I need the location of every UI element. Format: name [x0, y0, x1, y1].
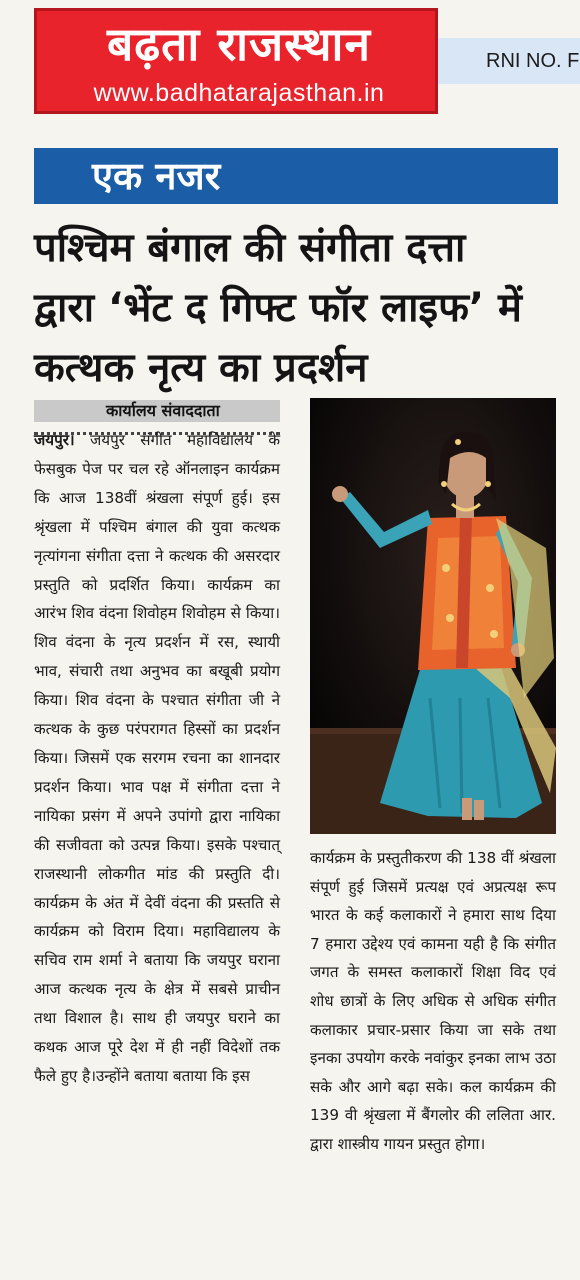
kathak-dancer-illustration	[310, 398, 556, 834]
byline-band	[34, 400, 280, 422]
article-dateline: जयपुर।	[34, 431, 75, 449]
masthead-url: www.badhatarajasthan.in	[93, 79, 385, 107]
section-label: एक नजर	[92, 154, 221, 198]
registration-number: RNI NO. F	[486, 50, 580, 72]
article-body-column-2: कार्यक्रम के प्रस्तुतीकरण की 138 वीं श्रंखला संपूर्ण हुई जिसमें प्रत्यक्ष एवं अप्रत्यक्ष रूप भारत के कई कलाकारों ने हमारा साथ दिया 7 हमारा उद्देश्य एवं कामना यही है कि संगीत जगत के समस्त कलाकारों शिक्षा विद एवं शोध छात्रों के लिए अधिक से अधिक संगीत कलाकार प्रचार-प्रसार किया जा सके तथा इनका उपयोग करके नवांकुर इनका लाभ उठा सके और आगे बढ़ा सके। कल कार्यक्रम की 139 वी श्रृंखला में बैंगलोर की ललिता आर. द्वारा शास्त्रीय गायन प्रस्तुत होगा।	[310, 849, 556, 1153]
dancer-photo	[310, 398, 556, 834]
article-column-right	[310, 844, 556, 1159]
headline-line-1: पश्चिम बंगाल की संगीता दत्ता	[34, 225, 466, 271]
headline-line-2: द्वारा ‘भेंट द गिफ्ट फॉर लाइफ’ में	[34, 285, 522, 331]
headline-line-3: कत्थक नृत्य का प्रदर्शन	[34, 345, 368, 391]
article-body-column-1: जयपुर संगीत महाविद्यालय के फेसबुक पेज पर चल रहे ऑनलाइन कार्यक्रम कि आज 138वीं श्रंखला संपूर्ण हुई। इस श्रृंखला में पश्चिम बंगाल की युवा कत्थक नृत्यांगना संगीता दत्ता ने कत्थक की असरदार प्रस्तुति को प्रदर्शित किया। कार्यक्रम का आरंभ शिव वंदना शिवोहम शिवोहम से किया। शिव वंदना के नृत्य प्रदर्शन में रस, स्थायी भाव, संचारी तथा अनुभव का बखूबी प्रयोग किया। शिव वंदना के पश्चात संगीता जी ने कत्थक के कुछ परंपरागत हिस्सों का प्रदर्शन किया। जिसमें एक सरगम रचना का शानदार प्रदर्शन किया। भाव पक्ष में संगीता दत्ता ने नायिका प्रसंग में अपने उपांगो द्वारा नायिका की सजीवता को उत्पन्न किया। इसके पश्चात् राजस्थानी लोकगीत मांड की प्रस्तुति दी। कार्यक्रम के अंत में देवीं वंदना की प्रस्तति से कार्यक्रम को विराम दिया। महाविद्यालय के सचिव राम शर्मा ने बताया कि जयपुर घराना आज कत्थक नृत्य के क्षेत्र में सबसे प्राचीन तथा विशाल है। साथ ही जयपुर घराने का कथक आज पूरे देश में ही नहीं विदेशों तक फैले हुए है।उन्होंने बताया बताया कि इस	[34, 431, 280, 1085]
section-banner	[34, 148, 558, 204]
masthead	[34, 8, 438, 114]
headline	[34, 218, 564, 398]
byline: कार्यालय संवाददाता	[106, 401, 220, 420]
article-column-left	[34, 426, 280, 1091]
masthead-title: बढ़ता राजस्थान	[107, 17, 371, 71]
